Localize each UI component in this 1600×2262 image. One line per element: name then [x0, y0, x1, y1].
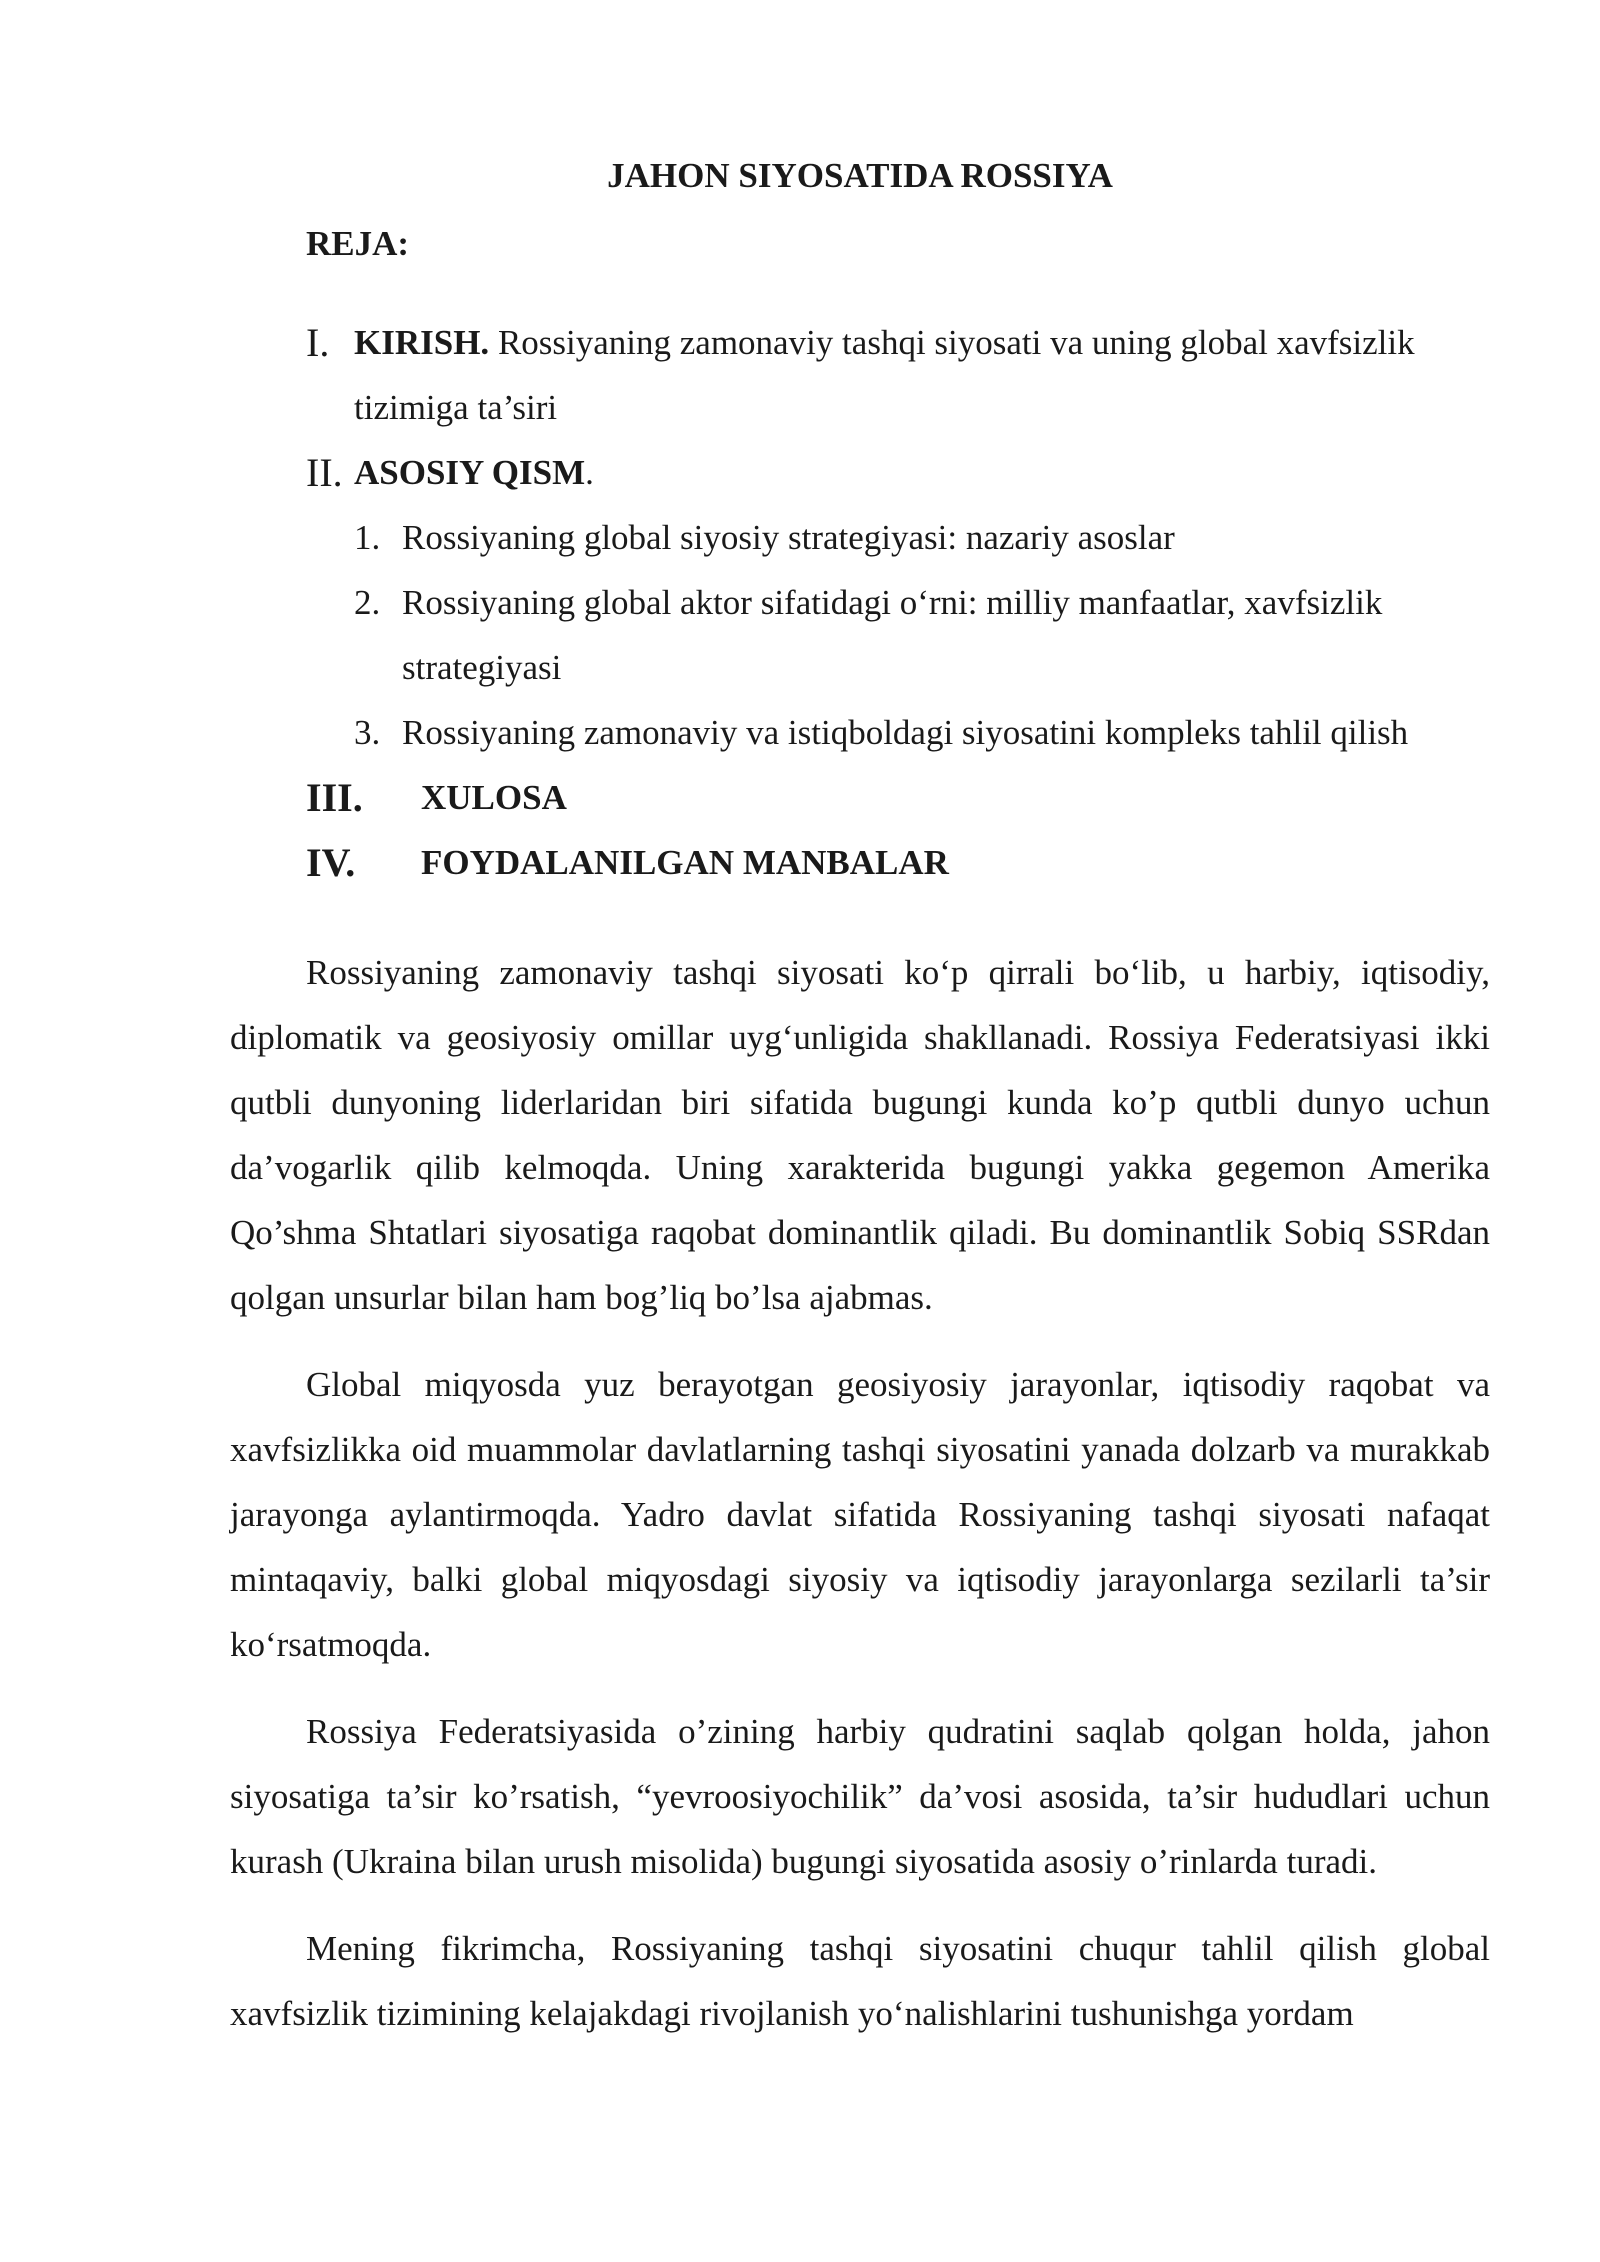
outline-suffix: . [585, 453, 594, 492]
subitem-number: 2. [354, 583, 381, 622]
outline-label: ASOSIY QISM [354, 453, 586, 492]
outline-description: Rossiyaning zamonaviy tashqi siyosati va uning global xavfsizlik tizimiga ta’siri [354, 323, 1415, 427]
outline-subitem [354, 700, 1490, 765]
body-paragraph: Global miqyosda yuz berayotgan geosiyosiy jarayonlar, iqtisodiy raqobat va xavfsizlikka oid muammolar davlatlarning tashqi siyosatini yanada dolzarb va murakkab jarayonga aylantirmoqda. Yadro davlat sifatida Rossiyaning tashqi siyosati nafaqat mintaqaviy, balki global miqyosdagi siyosiy va iqtisodiy jarayonlarga sezilarli ta’sir ko‘rsatmoqda. [230, 1365, 1490, 1664]
plan-heading: REJA: [306, 224, 410, 263]
body-paragraph: Mening fikrimcha, Rossiyaning tashqi siyosatini chuqur tahlil qilish global xavfsizlik tizimining kelajakdagi rivojlanish yo‘nalishlarini tushunishga yordam [230, 1929, 1490, 2033]
subitem-number: 3. [354, 713, 381, 752]
outline-text [354, 440, 1490, 505]
outline-subitem [354, 570, 1490, 700]
outline-text [421, 830, 1490, 895]
body-paragraph: Rossiya Federatsiyasida o’zining harbiy qudratini saqlab qolgan holda, jahon siyosatiga ta’sir ko’rsatish, “yevroosiyochilik” da’vosi asosida, ta’sir hududlari uchun kurash (Ukraina bilan urush misolida) bugungi siyosatida asosiy o’rinlarda turadi. [230, 1712, 1490, 1881]
outline-number: II. [306, 450, 343, 495]
outline-item-introduction [306, 310, 1490, 440]
outline-item-references [306, 830, 1490, 895]
outline-number: I. [306, 320, 330, 365]
outline-text [421, 765, 1490, 830]
subitem-text: Rossiyaning global siyosiy strategiyasi: nazariy asoslar [402, 518, 1175, 557]
body-paragraph: Rossiyaning zamonaviy tashqi siyosati ko‘p qirrali bo‘lib, u harbiy, iqtisodiy, diplomatik va geosiyosiy omillar uyg‘unligida shakllanadi. Rossiya Federatsiyasi ikki qutbli dunyoning liderlaridan biri sifatida bugungi kunda ko’p qutbli dunyo uchun da’vogarlik qilib kelmoqda. Uning xarakterida bugungi yakka gegemon Amerika Qo’shma Shtatlari siyosatiga raqobat dominantlik qiladi. Bu dominantlik Sobiq SSRdan qolgan unsurlar bilan ham bog’liq bo’lsa ajabmas. [230, 953, 1490, 1317]
subitem-text: Rossiyaning global aktor sifatidagi o‘rni: milliy manfaatlar, xavfsizlik strategiyasi [402, 583, 1383, 687]
outline-label: FOYDALANILGAN MANBALAR [421, 843, 949, 882]
outline-subitem [354, 505, 1490, 570]
outline-item-main-part [306, 440, 1490, 505]
outline-label: XULOSA [421, 778, 567, 817]
outline-number: IV. [306, 840, 356, 885]
subitem-text: Rossiyaning zamonaviy va istiqboldagi siyosatini kompleks tahlil qilish [402, 713, 1409, 752]
document-title: JAHON SIYOSATIDA ROSSIYA [607, 156, 1113, 195]
outline-label: KIRISH. [354, 323, 490, 362]
outline-text [354, 310, 1490, 440]
plan-outline [306, 310, 1490, 895]
outline-item-conclusion [306, 765, 1490, 830]
body-text [230, 940, 1490, 2068]
subitem-number: 1. [354, 518, 381, 557]
outline-number: III. [306, 775, 363, 820]
